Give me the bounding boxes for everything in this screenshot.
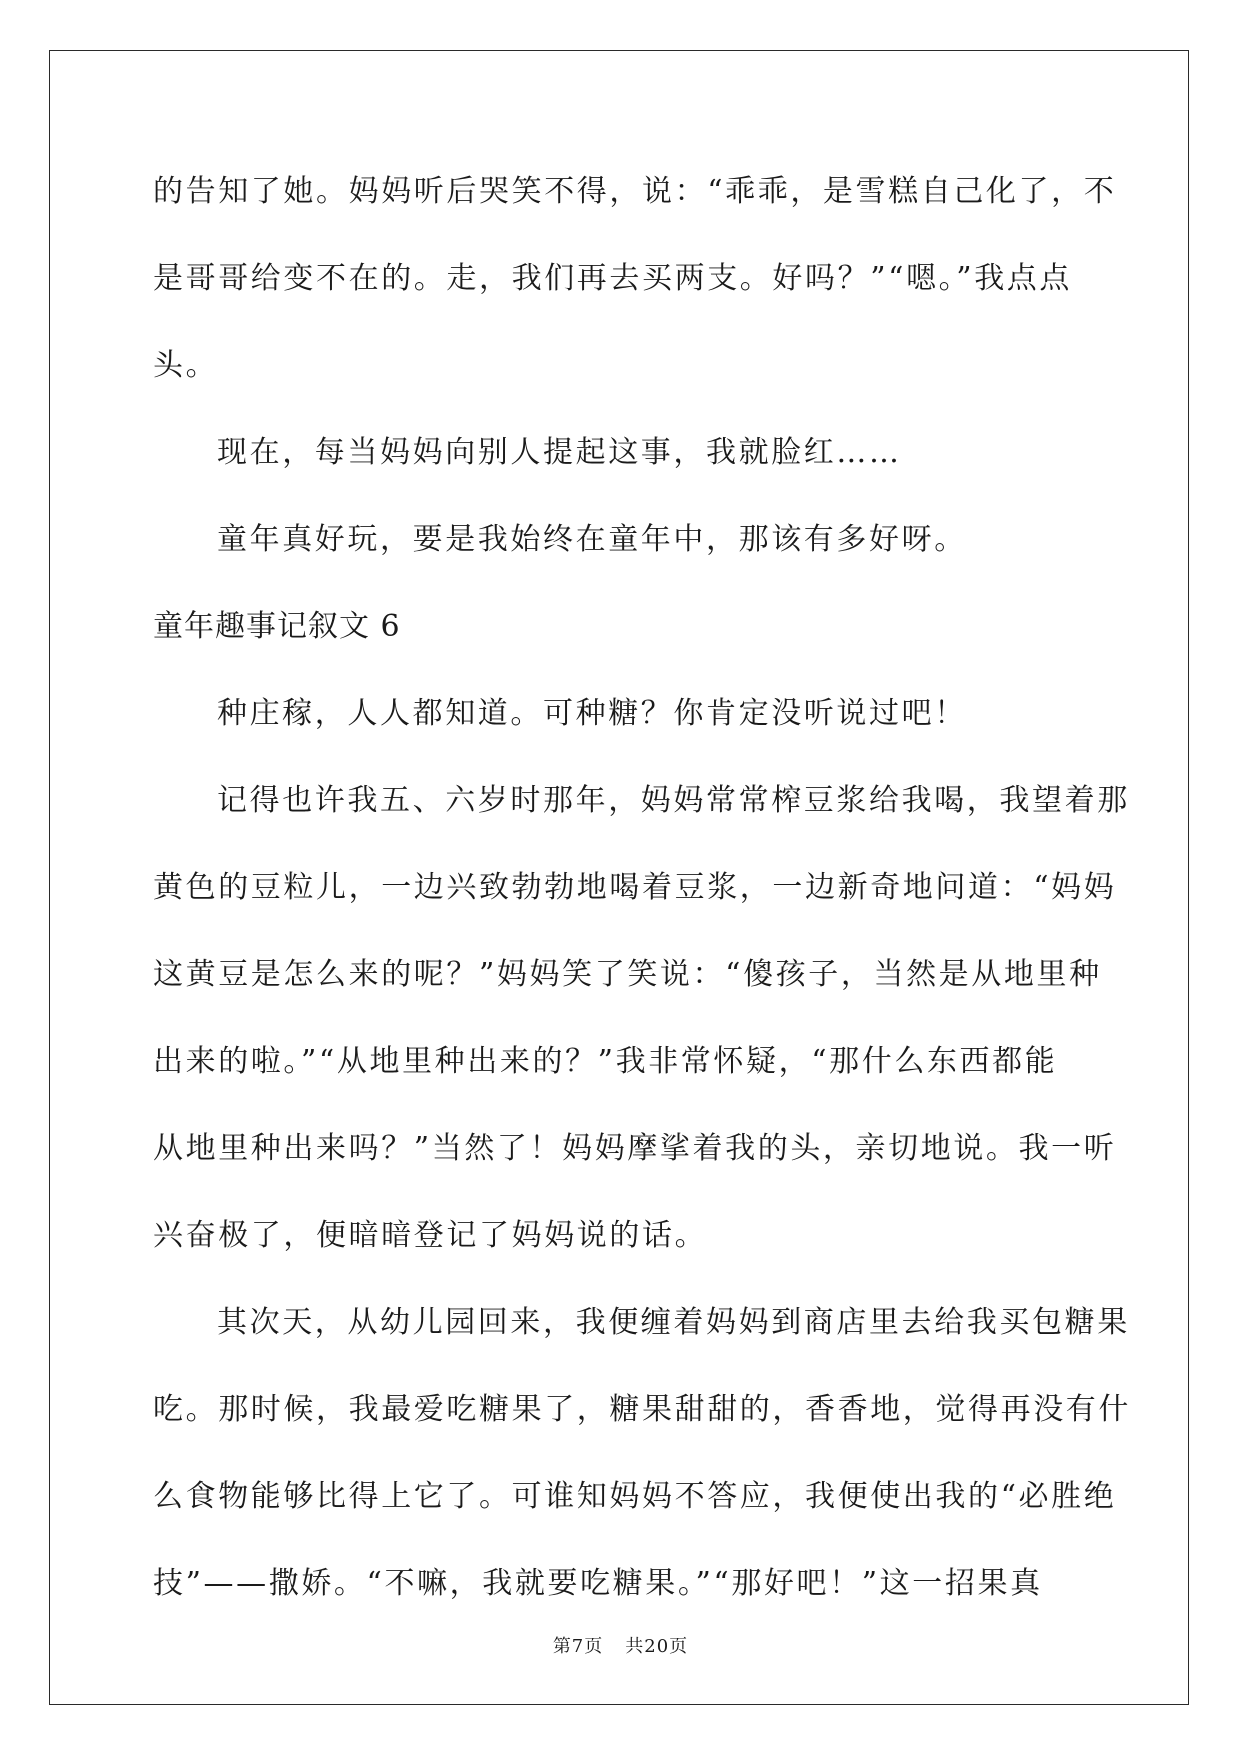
text-line: 这黄豆是怎么来的呢？”妈妈笑了笑说：“傻孩子，当然是从地里种 — [153, 957, 1102, 992]
page-total: 共20页 — [625, 1636, 689, 1657]
text-line: 黄色的豆粒儿，一边兴致勃勃地喝着豆浆，一边新奇地问道：“妈妈 — [153, 870, 1117, 905]
paragraph-line: 种庄稼，人人都知道。可种糖？你肯定没听说过吧！ — [217, 696, 967, 731]
paragraph-line: 童年真好玩，要是我始终在童年中，那该有多好呀。 — [217, 522, 967, 557]
text-line: 吃。那时候，我最爱吃糖果了，糖果甜甜的，香香地，觉得再没有什 — [153, 1392, 1131, 1427]
document-body — [153, 148, 1131, 1627]
text-line: 的告知了她。妈妈听后哭笑不得，说：“乖乖，是雪糕自己化了，不 — [153, 174, 1117, 209]
text-line: 是哥哥给变不在的。走，我们再去买两支。好吗？”“嗯。”我点点 — [153, 261, 1073, 296]
text-line: 出来的啦。”“从地里种出来的？”我非常怀疑，“那什么东西都能 — [153, 1044, 1058, 1079]
paragraph-line: 其次天，从幼儿园回来，我便缠着妈妈到商店里去给我买包糖果 — [217, 1305, 1130, 1340]
paragraph-line: 记得也许我五、六岁时那年，妈妈常常榨豆浆给我喝，我望着那 — [217, 783, 1130, 818]
text-line: 么食物能够比得上它了。可谁知妈妈不答应，我便使出我的“必胜绝 — [153, 1479, 1117, 1514]
paragraph-line: 现在，每当妈妈向别人提起这事，我就脸红…… — [217, 435, 902, 470]
text-line: 兴奋极了，便暗暗登记了妈妈说的话。 — [153, 1218, 708, 1253]
page-footer — [0, 1632, 1241, 1658]
page-number: 第7页 — [552, 1636, 604, 1657]
text-line: 头。 — [153, 348, 219, 383]
text-line: 从地里种出来吗？”当然了！妈妈摩挲着我的头，亲切地说。我一听 — [153, 1131, 1117, 1166]
section-heading: 童年趣事记叙文 6 — [153, 609, 401, 644]
text-line: 技”——撒娇。“不嘛，我就要吃糖果。”“那好吧！”这一招果真 — [153, 1566, 1043, 1601]
